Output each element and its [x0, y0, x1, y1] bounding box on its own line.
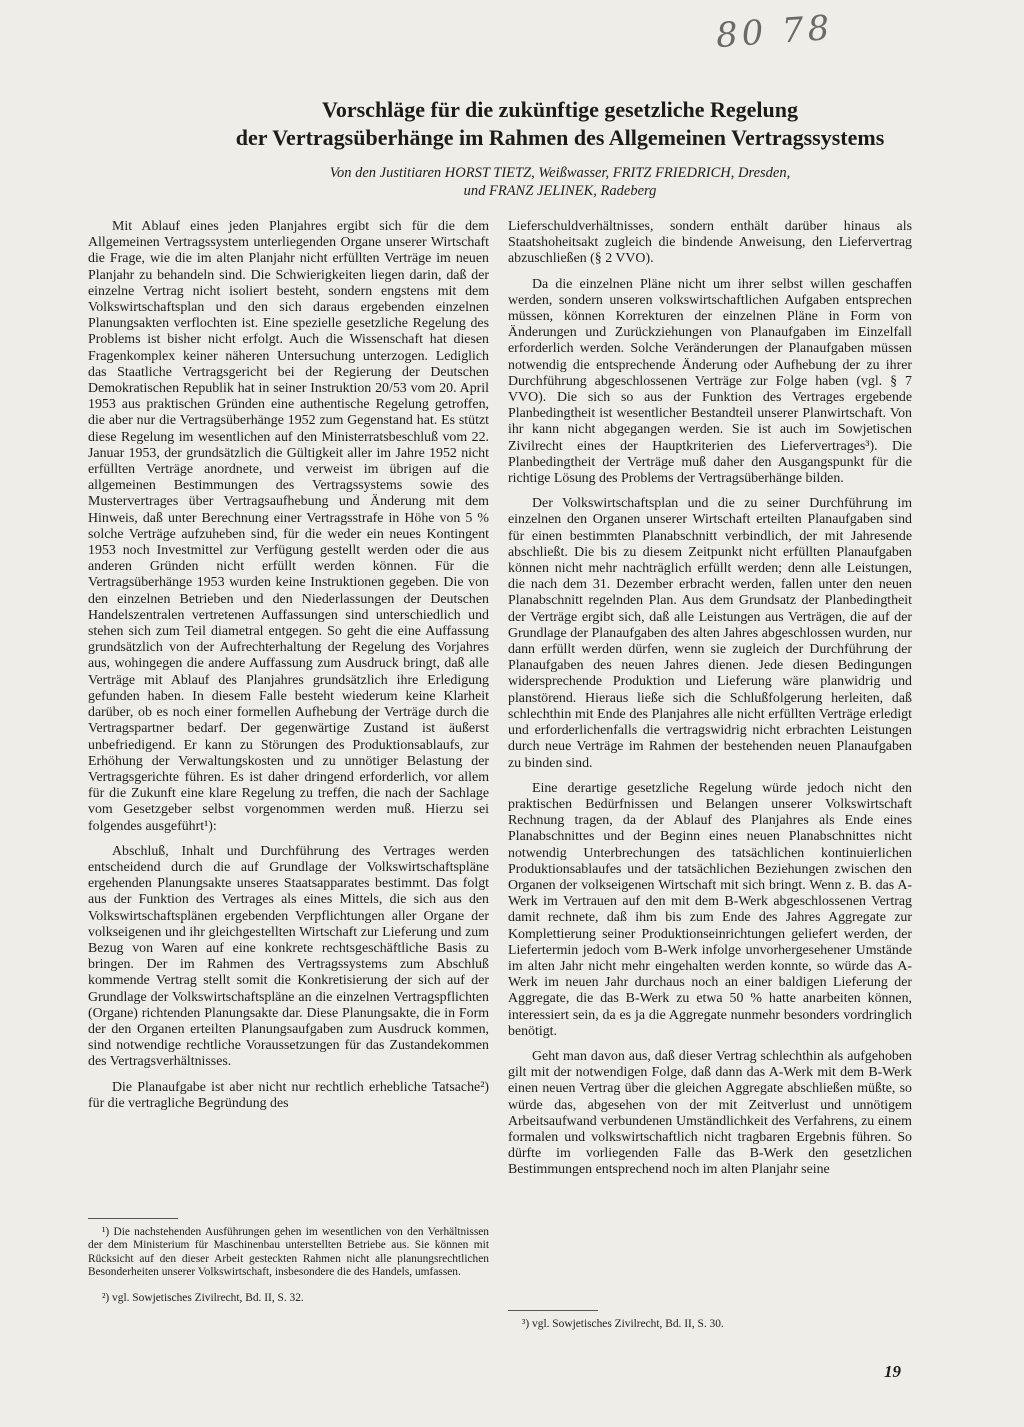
left-text-column: [88, 219, 489, 1121]
footnote-divider-right: [508, 1310, 598, 1311]
left-paragraph-1: Mit Ablauf eines jeden Planjahres ergibt sich für die dem Allgemeinen Vertragssystem unterliegenden Organe unserer Wirtschaft die Frage, wie die im alten Planjahr nicht erfüllten Verträge im neuen Planjahr zu behandeln sind. Die Schwierigkeiten liegen darin, daß der einzelne Vertrag nicht isoliert besteht, sondern engstens mit dem Volkswirtschaftsplan und den sich daraus ergebenden einzelnen Planungsakten verflochten ist. Eine spezielle gesetzliche Regelung des Problems ist bisher nicht erfolgt. Auch die Wissenschaft hat diesen Fragenkomplex keiner näheren Untersuchung unterzogen. Lediglich das Staatliche Vertragsgericht bei der Regierung der Deutschen Demokratischen Republik hat in seiner Instruktion 20/53 vom 20. April 1953 aus praktischen Gründen eine authentische Regelung getroffen, die aber nur die Vertragsüberhänge 1952 zum Gegenstand hat. Es stützt diese Regelung im wesentlichen auf den Ministerratsbeschluß vom 22. Januar 1953, der grundsätzlich die Gültigkeit aller im Jahre 1952 nicht erfüllten Verträge anordnete, und verweist im übrigen auf die allgemeinen Bestimmungen des Vertragssystems sowie des Mustervertrages über Vertragsaufhebung und Änderung mit dem Hinweis, daß unter Berechnung einer Vertragsstrafe in Höhe von 5 % solche Verträge aufzuheben sind, für die weder ein neues Kontingent 1953 noch Investmittel zur Verfügung gestellt werden oder die aus anderen Gründen nicht erfüllt werden können. Für die Vertragsüberhänge 1953 wurden keine Instruktionen gegeben. Die von den einzelnen Betrieben und den Niederlassungen der Deutschen Handelszentralen vertretenen Auffassungen sind unterschiedlich und stehen sich zum Teil diametral entgegen. So geht die eine Auffassung grundsätzlich von der Aufrechterhaltung der Regelung des Vorjahres aus, wohingegen die andere Auffassung zum Ausdruck bringt, daß alle Verträge mit Ablauf des Planjahres grundsätzlich ihre Erledigung gefunden haben. In diesem Falle besteht wiederum keine Klarheit darüber, ob es noch einer formellen Aufhebung der Verträge durch die Vertragspartner bedarf. Der gegenwärtige Zustand ist äußerst unbefriedigend. Er kann zu Störungen des Produktionsablaufs, zur Erhöhung der Verwaltungskosten und zu unnötiger Belastung der Vertragsgerichte führen. Es ist daher dringend erforderlich, vor allem für die Zukunft eine klare Regelung zu treffen, die nach der Sachlage vom Gesetzgeber selbst vorgenommen werden muß. Hierzu sei folgendes ausgeführt¹):: [88, 219, 489, 834]
right-paragraph-2: Da die einzelnen Pläne nicht um ihrer selbst willen geschaffen werden, sondern unseren volkswirtschaftlichen Aufgaben entsprechen müssen, können Korrekturen der einzelnen Pläne in Form von Änderungen und Zurückziehungen von Planaufgaben im Einzelfall erforderlich werden. Solche Veränderungen der Planaufgaben müssen notwendig die entsprechende Änderung oder Aufhebung der zu ihrer Durchführung abgeschlossenen Verträge zur Folge haben (vgl. § 7 VVO). Die sich so aus der Funktion des Vertrages ergebende Planbedingtheit ist wesentlicher Bestandteil unserer Planwirtschaft. Von ihr kann nicht abgegangen werden. Sie ist auch im Sowjetischen Zivilrecht eines der Hauptkriterien des Liefervertrages³). Die Planbedingtheit der Verträge muß daher den Ausgangspunkt für die richtige Lösung des Problems der Vertragsüberhänge bilden.: [508, 276, 912, 487]
footnote-3: ³) vgl. Sowjetisches Zivilrecht, Bd. II, S. 30.: [522, 1318, 724, 1330]
left-paragraph-2: Abschluß, Inhalt und Durchführung des Vertrages werden entscheidend durch die auf Grundlage der Volkswirtschaftspläne ergehenden Planungsakte unseres Staatsapparates bestimmt. Das folgt aus der Funktion des Vertrages als eines Mittels, die sich aus den Volkswirtschaftsplänen ergebenden Verpflichtungen aller Organe der volkseigenen und ihr gleichgestellten Wirtschaft zur Lieferung und zum Bezug von Waren auf eine konkrete rechtsgeschäftliche Basis zu bringen. Der im Rahmen des Vertragssystems zum Abschluß kommende Vertrag stellt somit die Konkretisierung der sich auf der Grundlage der Volkswirtschaftspläne an die einzelnen Vertragspflichten (Organe) richtenden Planungsakte dar. Diese Planungsakte, die in Form der den Organen erteilten Planungsaufgaben zum Ausdruck kommen, sind notwendige rechtliche Voraussetzungen für das Zustandekommen des Vertragsverhältnisses.: [88, 843, 489, 1070]
footnote-2: ²) vgl. Sowjetisches Zivilrecht, Bd. II, S. 32.: [102, 1291, 304, 1304]
authors-line-2: und FRANZ JELINEK, Radeberg: [463, 183, 657, 199]
footnotes-left: [88, 1226, 489, 1317]
article-authors: [180, 164, 940, 200]
right-paragraph-4: Eine derartige gesetzliche Regelung würde jedoch nicht den praktischen Bedürfnissen und Belangen unserer Volkswirtschaft Rechnung tragen, da der Ablauf des Planjahres als Ende eines Planabschnittes und der Beginn eines neuen Planabschnittes nicht notwendig Unterbrechungen des tatsächlichen kontinuierlichen Produktionsablaufes und der tatsächlichen Beziehungen zwischen den Organen der volkseigenen Wirtschaft mit sich bringt. Wenn z. B. das A-Werk im Vertrauen auf den mit dem B-Werk abgeschlossenen Vertrag damit rechnete, daß ihm bis zum Ende des Jahres Aggregate zur Komplettierung seiner Produktionseinrichtungen geliefert werden, der Liefertermin jedoch vom B-Werk infolge unvorhergesehener Umstände im alten Jahr nicht mehr eingehalten werden konnte, so würde das A-Werk im neuen Jahr durchaus noch an einer baldigen Lieferung der Aggregate, die das B-Werk zu etwa 50 % hatte anarbeiten können, interessiert sein, da es ja die Aggregate nunmehr besonders vordringlich benötigt.: [508, 780, 912, 1039]
footnote-1: ¹) Die nachstehenden Ausführungen gehen im wesentlichen von den Verhältnissen der dem Ministerium für Maschinenbau unterstellten Betriebe aus. Sie können mit Rücksicht auf den dieser Arbeit gesteckten Rahmen nicht alle planungsrechtlichen Besonderheiten unserer Volkswirtschaft, insbesondere die des Handels, umfassen.: [88, 1226, 489, 1279]
handwritten-archive-note: 80 78: [714, 7, 835, 57]
right-paragraph-5: Geht man davon aus, daß dieser Vertrag schlechthin als aufgehoben gilt mit der notwendigen Folge, daß dann das A-Werk mit dem B-Werk einen neuen Vertrag über die gleichen Aggregate abschließen müßte, so würde das, abgesehen von der mit Zeitverlust und unnötigem Arbeitsaufwand verbundenen Umständlichkeit des Verfahrens, zu einem formalen und volkswirtschaftlich nicht tragbaren Ergebnis führen. So dürfte im vorliegenden Falle das B-Werk den gesetzlichen Bestimmungen entsprechend noch im alten Planjahr seine: [508, 1048, 912, 1178]
article-title-line-1: Vorschläge für die zukünftige gesetzliche Regelung: [321, 97, 799, 122]
page-number: 19: [884, 1362, 901, 1381]
article-title-line-2: der Vertragsüberhänge im Rahmen des Allgemeinen Vertragssystems: [235, 125, 885, 150]
footnote-divider-left: [88, 1218, 178, 1219]
right-text-column: [508, 219, 912, 1188]
article-title: [120, 96, 1000, 152]
right-paragraph-3: Der Volkswirtschaftsplan und die zu seiner Durchführung im einzelnen den Organen unserer Wirtschaft erteilten Planaufgaben sind für einen bestimmten Planabschnitt verbindlich, der mit Jahresende abschließt. Die bis zu diesem Zeitpunkt nicht erfüllten Planaufgaben können nicht mehr nachträglich erfüllt werden; denn alle Leistungen, die nach dem 31. Dezember erbracht werden, fallen unter den neuen Planabschnitt regelnden Plan. Aus dem Grundsatz der Planbedingtheit der Verträge ergibt sich, daß alle Leistungen aus Verträgen, die auf der Grundlage der Planaufgaben des alten Jahres abgeschlossen wurden, nur dann erfüllt werden dürfen, wenn sie zugleich der Durchführung der Planaufgaben des neuen Jahres dienen. Jede diesen Bedingungen widersprechende Produktion und Lieferung wäre planwidrig und planstörend. Hieraus ließe sich die Schlußfolgerung herleiten, daß schlechthin mit Ende des Planjahres alle nicht erfüllten Verträge erledigt und erforderlichenfalls die vertragswidrig nicht erbrachten Leistungen durch neue Verträge im Rahmen der bestehenden neuen Planaufgaben zu binden sind.: [508, 496, 912, 771]
footnotes-right: [508, 1318, 912, 1331]
left-paragraph-3: Die Planaufgabe ist aber nicht nur rechtlich erhebliche Tatsache²) für die vertragliche Begründung des: [88, 1079, 489, 1111]
authors-line-1: Von den Justitiaren HORST TIETZ, Weißwasser, FRITZ FRIEDRICH, Dresden,: [329, 165, 791, 181]
right-paragraph-1: Lieferschuldverhältnisses, sondern enthält darüber hinaus als Staatshoheitsakt zugleich die bindende Anweisung, den Liefervertrag abzuschließen (§ 2 VVO).: [508, 219, 912, 267]
